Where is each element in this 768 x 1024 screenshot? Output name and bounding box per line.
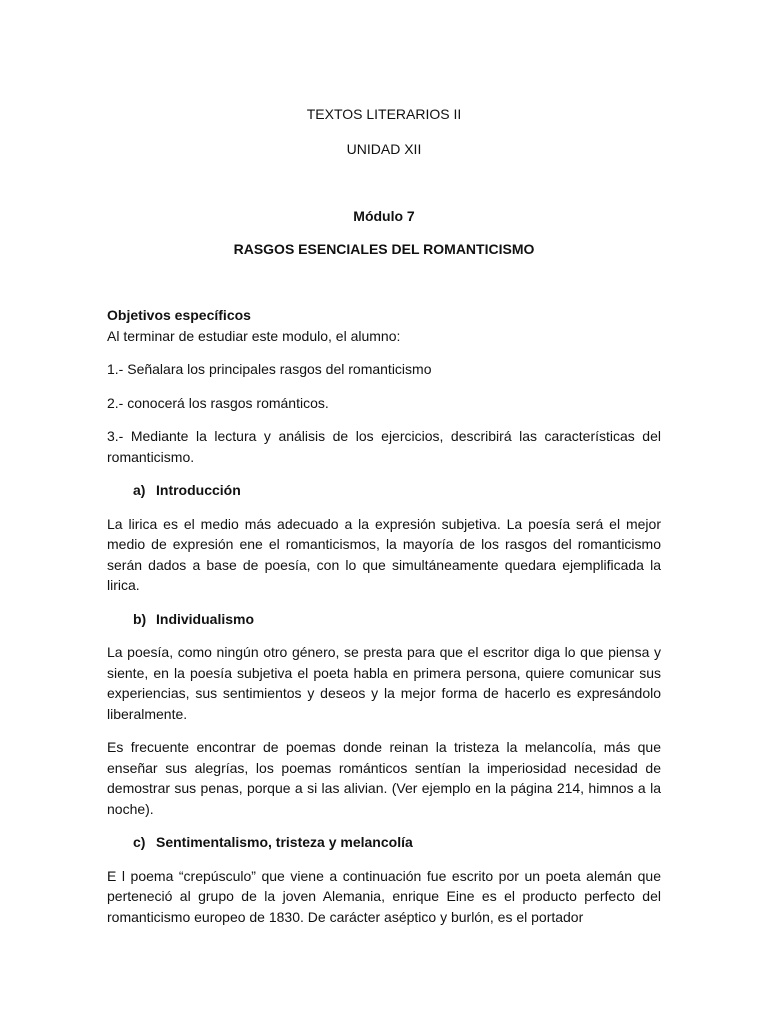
paragraph-individualismo-1: La poesía, como ningún otro género, se presta para que el escritor diga lo que piensa y siente, en la poesía subjetiva el poeta habla en primera persona, quiere comunicar sus experiencias, sus sentimientos y deseos y la mejor forma de hacerlo es expresándolo liberalmente. (107, 644, 661, 722)
objectives-heading: Objetivos específicos (107, 307, 251, 323)
objective-item-1: 1.- Señalara los principales rasgos del romanticismo (107, 361, 432, 377)
section-letter: a) (133, 482, 146, 498)
section-title: Individualismo (156, 610, 255, 627)
objective-item-2: 2.- conocerá los rasgos románticos. (107, 394, 329, 411)
unit-title: UNIDAD XII (346, 140, 422, 157)
section-letter: b) (133, 610, 147, 627)
module-title: Módulo 7 (353, 208, 415, 224)
course-title: TEXTOS LITERARIOS II (306, 106, 462, 122)
section-heading-sentimentalismo (107, 832, 661, 853)
paragraph-introduccion: La lirica es el medio más adecuado a la expresión subjetiva. La poesía será el mejor medio de expresión ene el romanticismos, la mayoría de los rasgos del romanticismo serán dados a base de poesía, con lo que simultáneamente quedara ejemplificada la lirica. (107, 515, 661, 593)
document-content (107, 104, 661, 927)
objective-item-3: 3.- Mediante la lectura y análisis de los ejercicios, describirá las características del romanticismo. (107, 428, 661, 465)
paragraph-sentimentalismo: E l poema “crepúsculo” que viene a continuación fue escrito por un poeta alemán que perteneció al grupo de la joven Alemania, enrique Eine es el producto perfecto del romanticismo europeo de 1830. De carácter aséptico y burlón, es el portador (107, 867, 661, 925)
section-title: Sentimentalismo, tristeza y melancolía (156, 834, 413, 850)
section-heading-introduccion (107, 480, 661, 501)
section-heading-individualismo (107, 609, 661, 630)
document-title: RASGOS ESENCIALES DEL ROMANTICISMO (233, 240, 535, 257)
section-letter: c) (133, 834, 146, 850)
paragraph-individualismo-2: Es frecuente encontrar de poemas donde reinan la tristeza la melancolía, más que enseñar sus alegrías, los poemas románticos sentían la imperiosidad necesidad de demostrar sus penas, porque a si las alivian. (Ver ejemplo en la página 214, himnos a la noche). (107, 739, 661, 817)
objectives-intro: Al terminar de estudiar este modulo, el alumno: (107, 327, 401, 344)
section-title: Introducción (156, 482, 241, 498)
